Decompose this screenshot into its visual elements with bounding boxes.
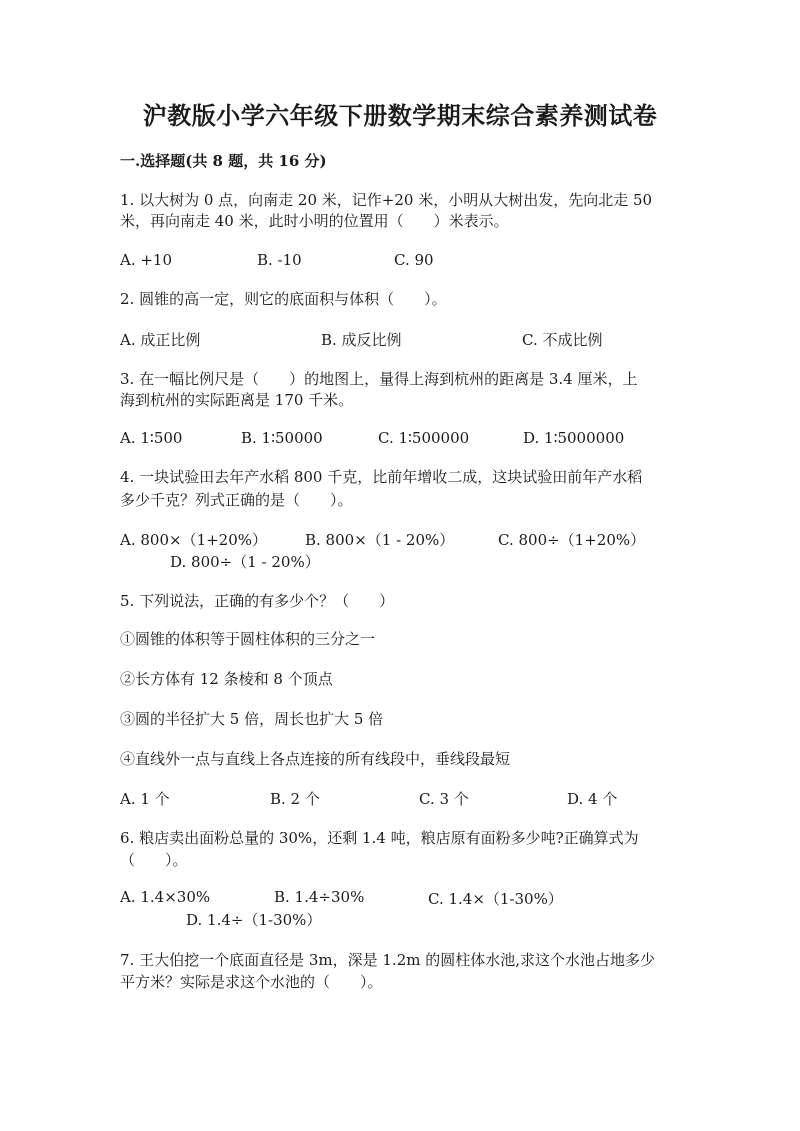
question-1-line-2: 米，再向南走 40 米，此时小明的位置用（ ）米表示。	[120, 212, 509, 230]
question-6-option-d: D. 1.4÷（1-30%）	[186, 911, 322, 929]
question-4-option-a: A. 800×（1+20%）	[120, 531, 268, 549]
question-7-line-1: 7. 王大伯挖一个底面直径是 3m，深是 1.2m 的圆柱体水池,求这个水池占地多少	[120, 951, 656, 969]
question-4-line-2: 多少千克？列式正确的是（ ）。	[120, 491, 353, 509]
question-5-option-a: A. 1 个	[120, 790, 170, 808]
question-6-line-1: 6. 粮店卖出面粉总量的 30%，还剩 1.4 吨，粮店原有面粉多少吨?正确算式为	[120, 829, 639, 847]
question-7-line-2: 平方米？实际是求这个水池的（ ）。	[120, 973, 383, 991]
question-1-option-a: A. +10	[120, 251, 173, 269]
question-3-option-d: D. 1∶5000000	[523, 429, 625, 447]
question-5-statement-2: ②长方体有 12 条棱和 8 个顶点	[120, 670, 333, 688]
question-5-option-b: B. 2 个	[270, 790, 320, 808]
question-6-option-b: B. 1.4÷30%	[274, 888, 365, 906]
question-3-line-1: 3. 在一幅比例尺是（ ）的地图上，量得上海到杭州的距离是 3.4 厘米，上	[120, 370, 638, 388]
question-2-line-1: 2. 圆锥的高一定，则它的底面积与体积（ ）。	[120, 290, 447, 308]
question-5-statement-1: ①圆锥的体积等于圆柱体积的三分之一	[120, 630, 376, 648]
page-title: 沪教版小学六年级下册数学期末综合素养测试卷	[142, 101, 658, 130]
question-6-option-c: C. 1.4×（1-30%）	[428, 890, 563, 908]
question-1-option-c: C. 90	[394, 251, 434, 269]
question-2-option-a: A. 成正比例	[120, 331, 201, 349]
question-4-option-d: D. 800÷（1 - 20%）	[170, 553, 320, 571]
question-5-line-1: 5. 下列说法，正确的有多少个？（ ）	[120, 592, 395, 610]
question-3-line-2: 海到杭州的实际距离是 170 千米。	[120, 391, 354, 409]
question-3-option-b: B. 1∶50000	[241, 429, 323, 447]
question-5-statement-3: ③圆的半径扩大 5 倍，周长也扩大 5 倍	[120, 710, 384, 728]
question-1-line-1: 1. 以大树为 0 点，向南走 20 米，记作+20 米，小明从大树出发，先向北走 50	[120, 191, 653, 209]
question-4-option-c: C. 800÷（1+20%）	[498, 531, 646, 549]
question-5-option-d: D. 4 个	[567, 790, 618, 808]
question-6-option-a: A. 1.4×30%	[120, 888, 211, 906]
question-5-option-c: C. 3 个	[419, 790, 469, 808]
question-4-line-1: 4. 一块试验田去年产水稻 800 千克，比前年增收二成，这块试验田前年产水稻	[120, 468, 643, 486]
question-2-option-b: B. 成反比例	[321, 331, 402, 349]
section-heading: 一.选择题(共 8 题，共 16 分)	[120, 152, 327, 170]
question-2-option-c: C. 不成比例	[522, 331, 603, 349]
question-5-statement-4: ④直线外一点与直线上各点连接的所有线段中，垂线段最短	[120, 750, 511, 768]
question-6-line-2: （ ）。	[120, 851, 188, 869]
question-1-option-b: B. -10	[257, 251, 302, 269]
question-4-option-b: B. 800×（1 - 20%）	[305, 531, 455, 549]
question-3-option-c: C. 1∶500000	[378, 429, 470, 447]
question-3-option-a: A. 1∶500	[120, 429, 183, 447]
